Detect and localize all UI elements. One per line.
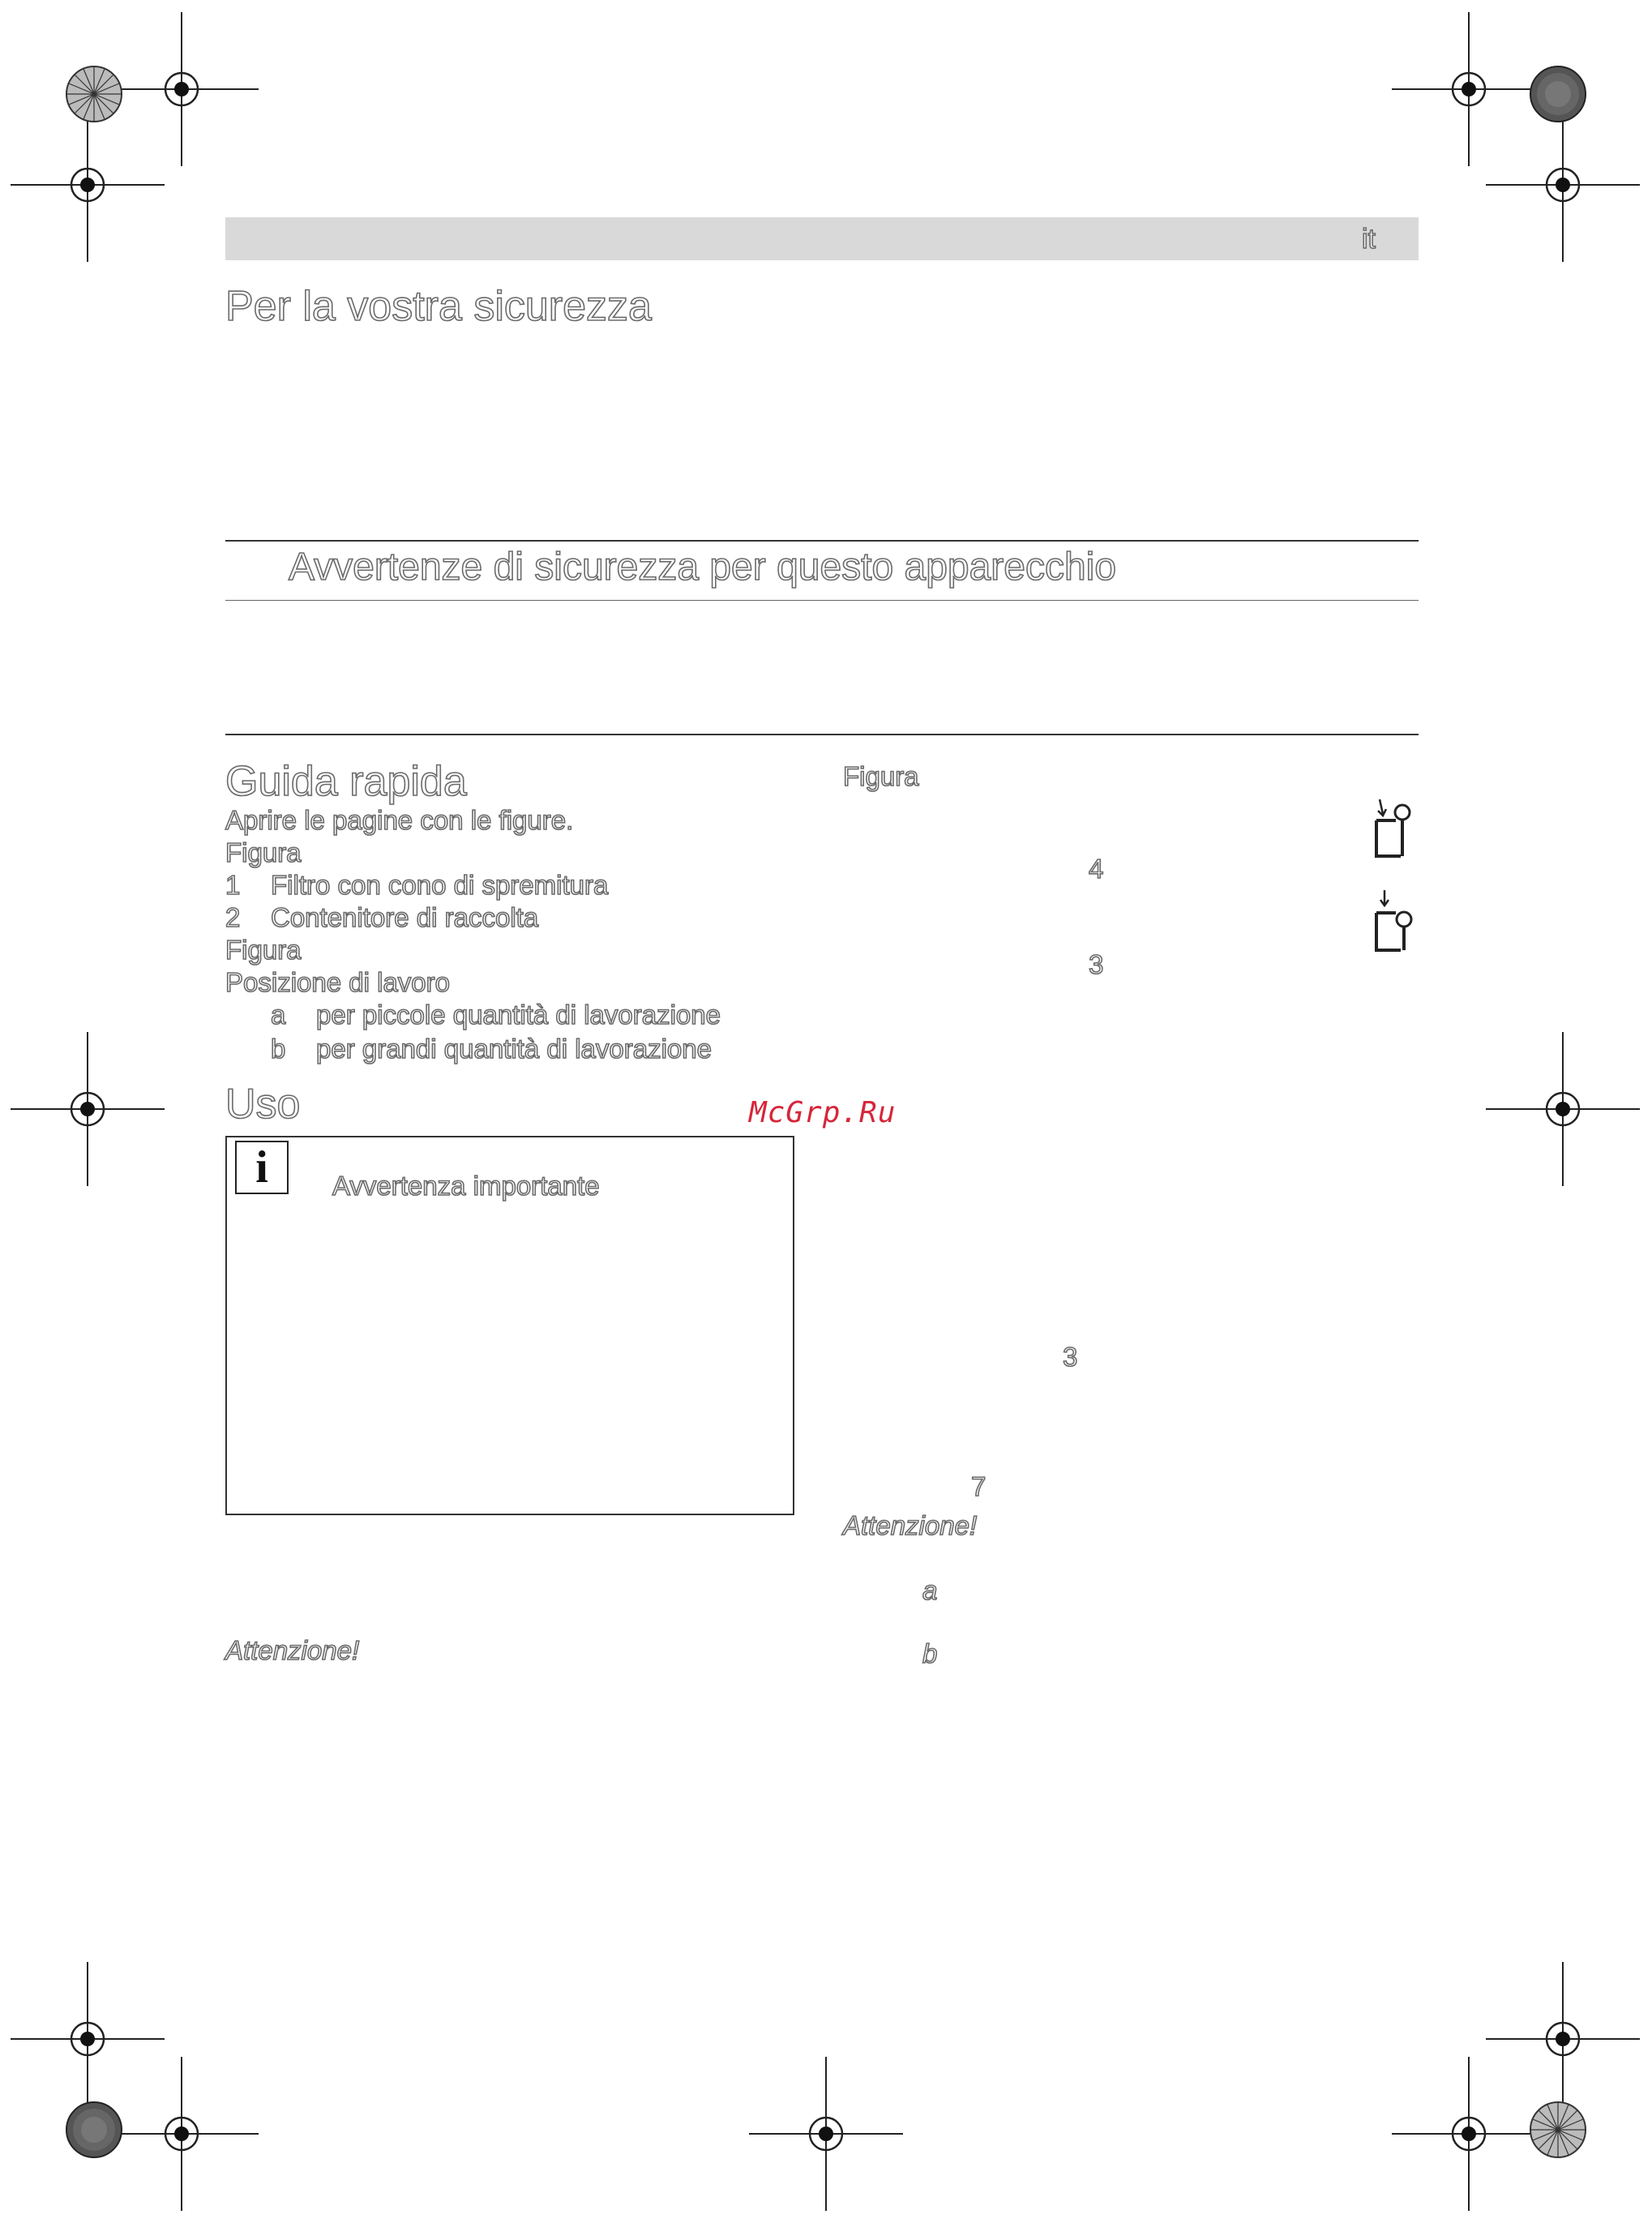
figure-label: Figura [225,935,302,965]
language-code: it [1362,224,1376,255]
position-letter: b [271,1034,286,1064]
registration-mark-icon [1486,108,1640,262]
info-icon [235,1141,289,1194]
color-wheel-icon [1530,66,1586,122]
registration-mark-icon [11,1032,165,1186]
registration-mark-icon [105,12,259,166]
divider [225,540,1419,542]
list-item: Contenitore di raccolta [271,902,539,932]
watermark: McGrp.Ru [749,1096,897,1129]
registration-mark-icon [11,1962,165,2116]
quick-guide-title: Guida rapida [225,758,467,805]
info-icon-glyph: i [255,1142,268,1193]
registration-mark-icon [1486,1032,1640,1186]
info-box [225,1136,794,1515]
registration-mark-icon [749,2057,903,2211]
safety-warnings-heading: Avvertenze di sicurezza per questo apparecchio [289,546,1117,589]
list-item: Filtro con cono di spremitura [271,870,609,900]
color-wheel-icon [66,2102,122,2157]
divider [225,600,1419,601]
position-item: per piccole quantità di lavorazione [316,1000,721,1030]
step-number: 3 [1089,949,1104,979]
use-title: Uso [225,1081,301,1128]
option-letter: a [922,1575,938,1605]
list-item-number: 2 [225,902,241,932]
option-letter: b [922,1638,938,1668]
divider [225,734,1419,735]
juicer-position-b-icon [1373,889,1419,957]
language-bar [225,217,1419,260]
figure-label: Figura [225,837,302,867]
position-item: per grandi quantità di lavorazione [316,1034,712,1064]
position-letter: a [271,1000,286,1030]
figure-label: Figura [843,761,919,791]
juicer-position-a-icon [1373,796,1419,861]
step-number: 3 [1063,1342,1078,1372]
registration-mark-icon [1392,12,1546,166]
attention-label: Attenzione! [225,1635,360,1665]
attention-label: Attenzione! [843,1510,978,1540]
info-title: Avvertenza importante [332,1171,600,1201]
color-wheel-icon [1530,2102,1586,2157]
step-number: 7 [971,1471,986,1501]
list-item-number: 1 [225,870,241,900]
quick-guide-intro: Aprire le pagine con le figure. [225,805,574,835]
page-title: Per la vostra sicurezza [225,283,652,330]
registration-mark-icon [1486,1962,1640,2116]
position-title: Posizione di lavoro [225,967,450,997]
registration-mark-icon [105,2057,259,2211]
step-number: 4 [1089,854,1104,884]
registration-mark-icon [1392,2057,1546,2211]
registration-mark-icon [11,108,165,262]
color-wheel-icon [66,66,122,122]
